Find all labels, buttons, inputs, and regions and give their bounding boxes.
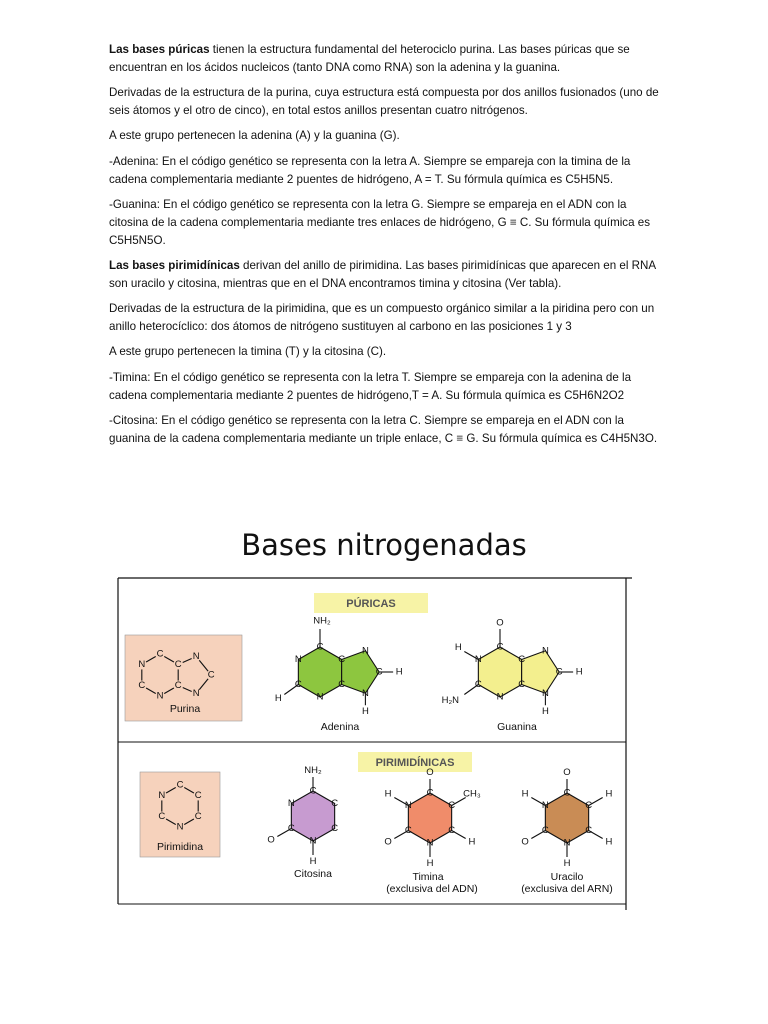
paragraph-text: -Timina: En el código genético se representa con la letra T. Siempre se empareja con la adenina de la cadena complementaria mediante 2 puentes de hidrógeno,T = A. Su fórmula química es C5H6N2O2: [109, 370, 632, 402]
adenina-atom: N: [361, 645, 369, 657]
adenina-atom: C: [338, 654, 346, 665]
guanina-atom: C: [496, 641, 504, 653]
timina-atom: C: [448, 825, 456, 836]
pirimidina-atom: C: [194, 811, 202, 822]
pirimidina-atom: C: [194, 790, 202, 801]
guanina-atom: C: [555, 666, 563, 678]
timina-substituent: CH₃: [463, 788, 481, 800]
guanina-atom: N: [541, 645, 549, 657]
purina-atom: C: [174, 659, 182, 670]
uracilo-note: (exclusiva del ARN): [521, 883, 613, 895]
timina-substituent: O: [426, 767, 434, 779]
timina-label: Timina: [412, 871, 444, 883]
paragraph-text: derivan del anillo de pirimidina. Las bases pirimidínicas que aparecen en el RNA son uracilo y citosina, mientras que en el DNA encontramos timina y citosina (Ver tabla).: [109, 258, 656, 290]
adenina-substituent: NH₂: [313, 615, 331, 627]
pyrimidines-header: PIRIMIDÍNICAS: [375, 757, 455, 769]
guanina-substituent: H: [541, 705, 549, 717]
uracilo-substituent: O: [521, 836, 529, 848]
adenina-five-ring: [342, 651, 380, 694]
paragraph-text: -Citosina: En el código genético se representa con la letra C. Siempre se empareja en el ADN con la guanina de la cadena complementaria mediante un triple enlace, C ≡ G. Su fórmula química es C4H5N3O.: [109, 413, 658, 445]
timina-ring: [408, 793, 451, 843]
paragraph-text: tienen la estructura fundamental del heterociclo purina. Las bases púricas que se encuentran en los ácidos nucleicos (tanto DNA como RNA) son la adenina y la guanina.: [109, 43, 630, 74]
uracilo-atom: N: [541, 800, 549, 811]
timina-substituent: H: [384, 788, 392, 800]
adenina-atom: C: [294, 679, 302, 690]
uracilo-label: Uracilo: [550, 871, 584, 883]
citosina-ring: [291, 791, 334, 841]
adenina-six-ring: [298, 647, 341, 697]
purina-label: Purina: [169, 703, 201, 715]
guanina-atom: N: [541, 687, 549, 699]
pirimidina-atom: C: [158, 811, 166, 822]
adenina-substituent: H: [361, 705, 369, 717]
guanina-six-ring: [478, 647, 521, 697]
paragraph-bold-lead: Las bases púricas: [109, 43, 210, 56]
adenina-atom: N: [294, 654, 302, 665]
guanina-atom: C: [518, 679, 526, 690]
guanina-five-ring: [522, 651, 560, 694]
guanina-substituent: H: [454, 642, 462, 653]
purina-atom: N: [192, 688, 200, 699]
guanina-atom: C: [474, 679, 482, 690]
timina-substituent: H: [426, 857, 434, 869]
citosina-substituent: O: [267, 834, 275, 846]
adenina-atom: C: [338, 679, 346, 690]
guanina-atom: C: [518, 654, 526, 665]
uracilo-atom: N: [563, 837, 571, 849]
purina-atom: N: [138, 659, 146, 670]
paragraph-text: -Adenina: En el código genético se representa con la letra A. Siempre se empareja con la timina de la cadena complementaria mediante 2 puentes de hidrógeno, A = T. Su fórmula química es C5H5N5.: [109, 154, 631, 186]
citosina-atom: C: [287, 823, 295, 834]
uracilo-atom: C: [585, 800, 593, 811]
purina-atom: C: [156, 648, 164, 660]
guanina-label: Guanina: [497, 721, 537, 733]
uracilo-substituent: H: [563, 857, 571, 869]
uracilo-substituent: H: [521, 788, 529, 800]
citosina-substituent: H: [309, 855, 317, 867]
guanina-substituent: H: [575, 666, 583, 678]
uracilo-substituent: O: [563, 767, 571, 779]
figure-title: Bases nitrogenadas: [241, 528, 527, 562]
paragraph-text: Derivadas de la estructura de la purina, cuya estructura está compuesta por dos anillos fusionados (uno de seis átomos y el otro de cinco), en total estos anillos presentan cuatro nitrógenos.: [109, 86, 659, 117]
adenina-label: Adenina: [320, 721, 360, 733]
adenina-atom: C: [316, 641, 324, 653]
adenina-atom: N: [316, 691, 324, 703]
paragraph-text: A este grupo pertenecen la adenina (A) y la guanina (G).: [109, 129, 400, 143]
purina-atom: N: [192, 651, 200, 662]
adenina-atom: C: [375, 666, 383, 678]
citosina-atom: C: [309, 785, 317, 797]
purina-atom: C: [174, 680, 182, 691]
paragraph-text: -Guanina: En el código genético se representa con la letra G. Siempre se empareja en el ADN con la citosina de la cadena complementaria mediante tres enlaces de hidrógeno, G ≡ C. Su fórmula química es C5H5N5O.: [109, 197, 651, 247]
adenina-substituent: H: [274, 693, 282, 704]
guanina-substituent: O: [496, 617, 504, 629]
adenina-atom: N: [361, 687, 369, 699]
paragraph-text: A este grupo pertenecen la timina (T) y la citosina (C).: [109, 345, 387, 359]
purina-atom: C: [138, 680, 146, 691]
timina-substituent: H: [468, 836, 476, 848]
timina-atom: N: [404, 800, 412, 811]
pirimidina-atom: N: [176, 821, 184, 833]
timina-note: (exclusiva del ADN): [386, 883, 478, 895]
pirimidina-atom: N: [158, 790, 166, 801]
purina-atom: C: [207, 669, 215, 681]
uracilo-atom: C: [585, 825, 593, 836]
citosina-substituent: NH₂: [304, 765, 322, 777]
timina-atom: C: [404, 825, 412, 836]
timina-atom: C: [448, 800, 456, 811]
citosina-atom: C: [331, 798, 339, 809]
timina-atom: C: [426, 787, 434, 799]
uracilo-atom: C: [541, 825, 549, 836]
purines-header: PÚRICAS: [346, 598, 396, 610]
uracilo-ring: [545, 793, 588, 843]
citosina-atom: N: [309, 835, 317, 847]
uracilo-substituent: H: [605, 788, 613, 800]
pirimidina-atom: C: [176, 779, 184, 791]
guanina-atom: N: [474, 654, 482, 665]
guanina-atom: N: [496, 691, 504, 703]
timina-atom: N: [426, 837, 434, 849]
paragraph-text: Derivadas de la estructura de la pirimidina, que es un compuesto orgánico similar a la piridina pero con un anillo heterocíclico: dos átomos de nitrógeno sustituyen al carbono en las posiciones 1 y 3: [109, 302, 655, 333]
citosina-label: Citosina: [294, 868, 332, 880]
pirimidina-label: Pirimidina: [156, 841, 204, 853]
paragraph-bold-lead: Las bases pirimidínicas: [109, 258, 240, 272]
adenina-substituent: H: [395, 666, 403, 678]
uracilo-atom: C: [563, 787, 571, 799]
guanina-substituent: H₂N: [441, 695, 460, 706]
citosina-atom: C: [331, 823, 339, 834]
timina-substituent: O: [384, 836, 392, 848]
uracilo-substituent: H: [605, 836, 613, 848]
citosina-atom: N: [287, 798, 295, 809]
purina-atom: N: [156, 690, 164, 702]
